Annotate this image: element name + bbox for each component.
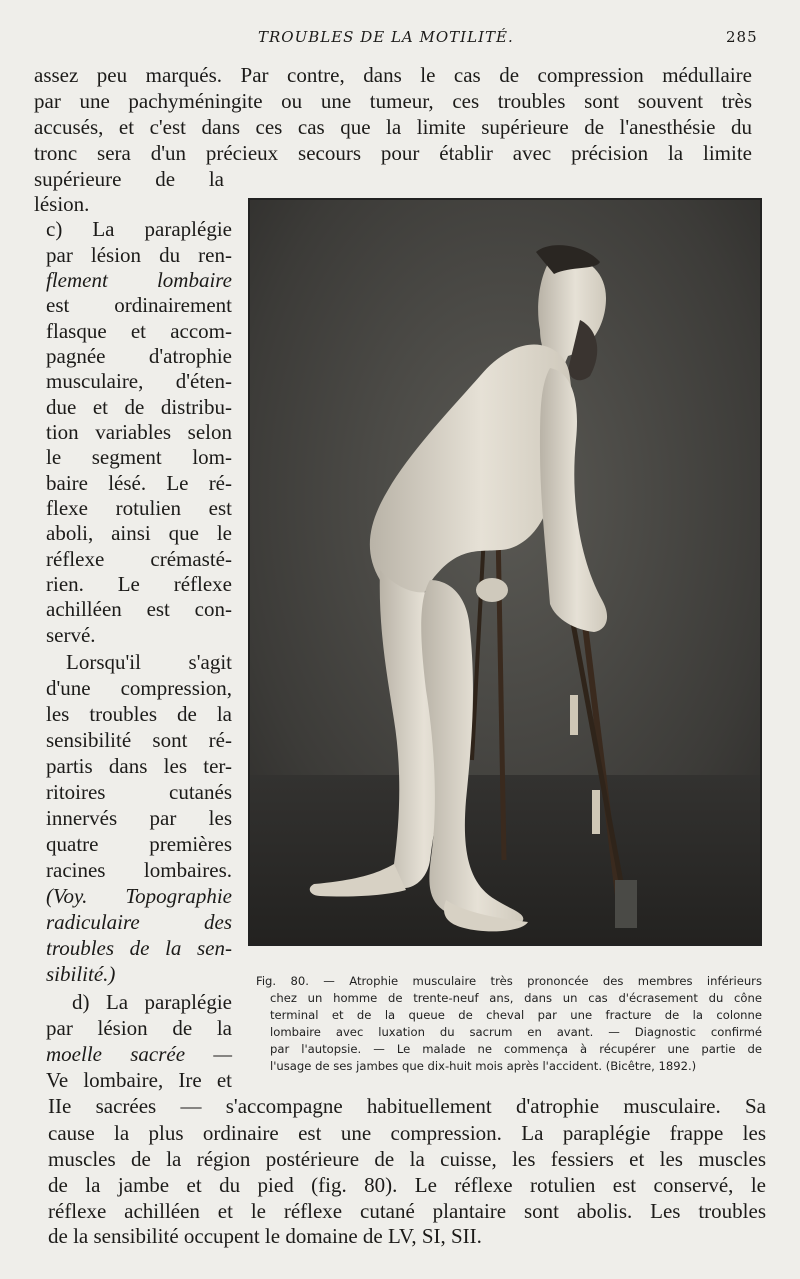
column-line: d) La paraplégie: [72, 990, 232, 1014]
column-line: due et de distribu-: [46, 395, 232, 419]
body-line: de la jambe et du pied (fig. 80). Le réflexe rotulien est conservé, le: [48, 1173, 766, 1197]
column-line: achilléen est con-: [46, 597, 232, 621]
running-head-title: TROUBLES DE LA MOTILITÉ.: [258, 28, 514, 46]
caption-line: Fig. 80. — Atrophie musculaire très prononcée des membres inférieurs: [256, 974, 762, 988]
body-line: de la sensibilité occupent le domaine de LV, SI, SII.: [48, 1224, 482, 1248]
body-line: muscles de la région postérieure de la cuisse, les fessiers et les muscles: [48, 1147, 766, 1171]
column-line: d'une compression,: [46, 676, 232, 700]
column-line: flasque et accom-: [46, 319, 232, 343]
body-line: réflexe achilléen et le réflexe cutané plantaire sont abolis. Les troubles: [48, 1199, 766, 1223]
column-line: est ordinairement: [46, 293, 232, 317]
column-line: (Voy. Topographie: [46, 884, 232, 908]
column-line: lésion.: [34, 192, 90, 216]
column-line: ritoires cutanés: [46, 780, 232, 804]
column-line: sensibilité sont ré-: [46, 728, 232, 752]
caption-line: terminal et de la queue de cheval par une fracture de la colonne: [270, 1008, 762, 1022]
column-line: radiculaire des: [46, 910, 232, 934]
column-line: Lorsqu'il s'agit: [66, 650, 232, 674]
column-line: les troubles de la: [46, 702, 232, 726]
column-line: le segment lom-: [46, 445, 232, 469]
column-line: musculaire, d'éten-: [46, 369, 232, 393]
column-line: troubles de la sen-: [46, 936, 232, 960]
column-line: rien. Le réflexe: [46, 572, 232, 596]
column-line: c) La paraplégie: [46, 217, 232, 241]
column-line: baire lésé. Le ré-: [46, 471, 232, 495]
column-line: Ve lombaire, Ire et: [46, 1068, 232, 1092]
column-line: supérieure de la: [34, 167, 224, 191]
column-line: tion variables selon: [46, 420, 232, 444]
column-line: aboli, ainsi que le: [46, 521, 232, 545]
column-line: flexe rotulien est: [46, 496, 232, 520]
column-line: servé.: [46, 623, 96, 647]
column-line: par lésion du ren-: [46, 243, 232, 267]
caption-line: par l'autopsie. — Le malade ne commença à récupérer une partie de: [270, 1042, 762, 1056]
body-line: par une pachyméningite ou une tumeur, ces troubles sont souvent très: [34, 89, 752, 113]
body-line: assez peu marqués. Par contre, dans le cas de compression médullaire: [34, 63, 752, 87]
figure-caption: [256, 973, 762, 1075]
page-number: 285: [726, 28, 758, 46]
body-line: accusés, et c'est dans ces cas que la limite supérieure de l'anesthésie du: [34, 115, 752, 139]
body-line: cause la plus ordinaire est une compression. La paraplégie frappe les: [48, 1121, 766, 1145]
figure-photograph: [248, 198, 762, 946]
column-line: pagnée d'atrophie: [46, 344, 232, 368]
caption-line: chez un homme de trente-neuf ans, dans un cas d'écrasement du cône: [270, 991, 762, 1005]
column-line: sibilité.): [46, 962, 116, 986]
column-line: quatre premières: [46, 832, 232, 856]
column-line: innervés par les: [46, 806, 232, 830]
caption-line: l'usage de ses jambes que dix-huit mois après l'accident. (Bicêtre, 1892.): [270, 1059, 697, 1073]
column-line: par lésion de la: [46, 1016, 232, 1040]
body-line: IIe sacrées — s'accompagne habituellement d'atrophie musculaire. Sa: [48, 1094, 766, 1118]
column-line: racines lombaires.: [46, 858, 232, 882]
caption-line: lombaire avec luxation du sacrum en avant. — Diagnostic confirmé: [270, 1025, 762, 1039]
column-line: moelle sacrée —: [46, 1042, 232, 1066]
column-line: partis dans les ter-: [46, 754, 232, 778]
column-line: flement lombaire: [46, 268, 232, 292]
body-line: tronc sera d'un précieux secours pour établir avec précision la limite: [34, 141, 752, 165]
column-line: réflexe crémasté-: [46, 547, 232, 571]
